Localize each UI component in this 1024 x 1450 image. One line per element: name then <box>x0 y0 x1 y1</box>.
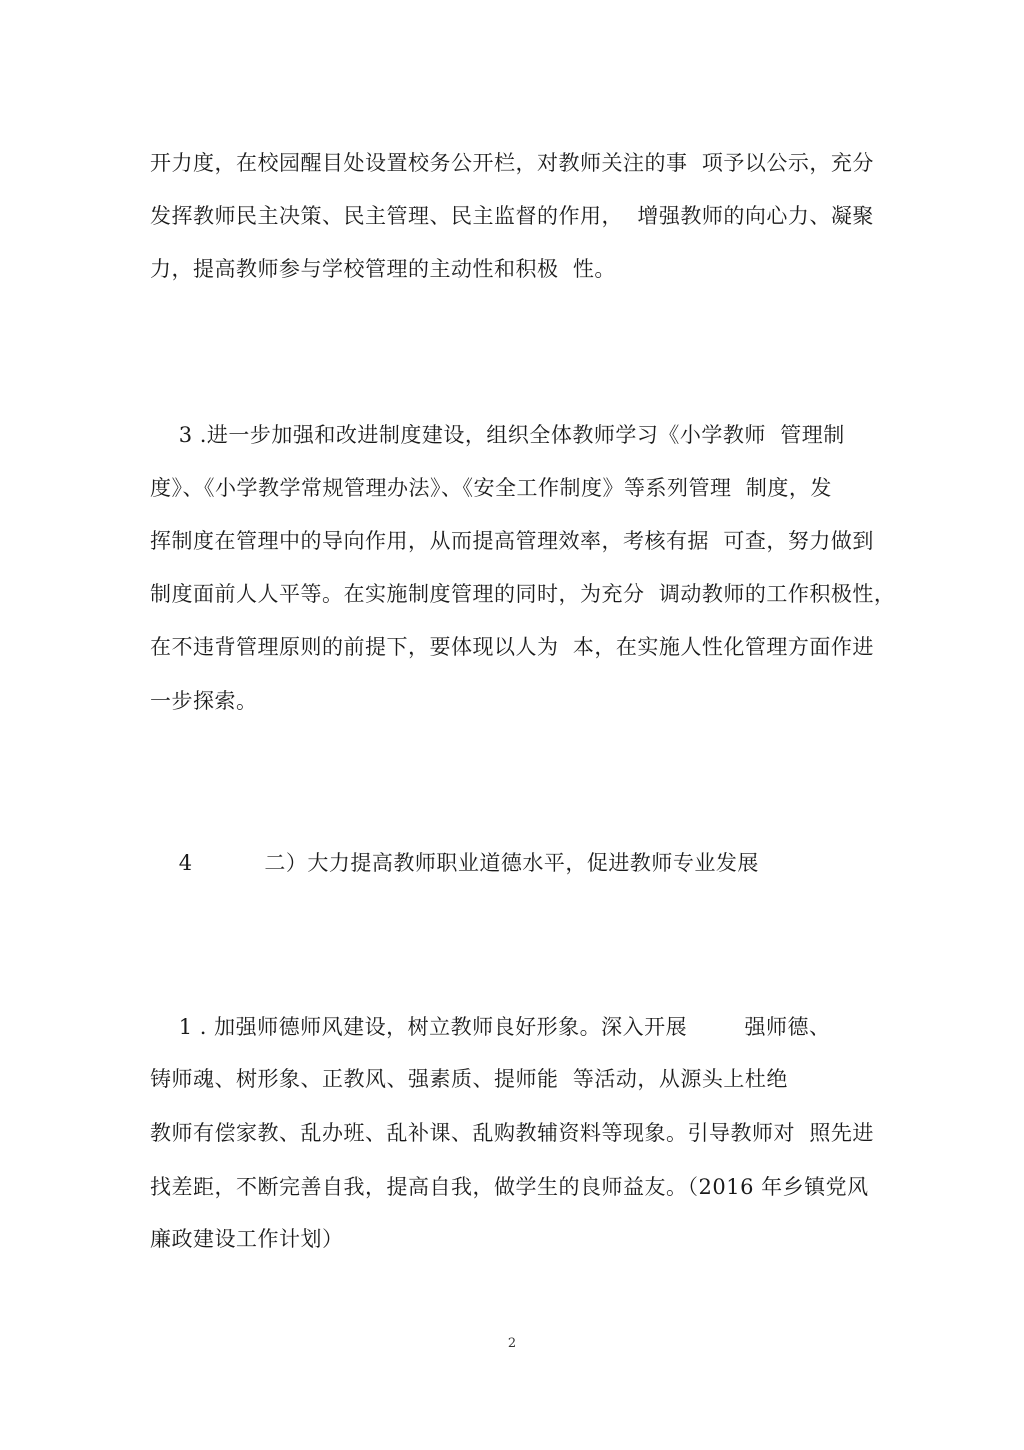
paragraph-4-line-3: 教师有偿家教、乱办班、乱补课、乱购教辅资料等现象。引导教师对 照先进 <box>150 1121 874 1145</box>
paragraph-2-line-2: 度》、《小学教学常规管理办法》、《安全工作制度》等系列管理 制度，发 <box>150 476 832 500</box>
paragraph-4-line-4: 找差距，不断完善自我，提高自我，做学生的良师益友。（2016 年乡镇党风 <box>150 1175 869 1199</box>
paragraph-4-line-2: 铸师魂、树形象、正教风、强素质、提师能 等活动，从源头上杜绝 <box>150 1067 788 1091</box>
paragraph-2-line-5: 在不违背管理原则的前提下，要体现以人为 本，在实施人性化管理方面作进 <box>150 635 874 659</box>
paragraph-4-line-5: 廉政建设工作计划） <box>150 1227 344 1251</box>
paragraph-1-line-1: 开力度，在校园醒目处设置校务公开栏，对教师关注的事 项予以公示，充分 <box>150 151 874 175</box>
paragraph-2-line-3: 挥制度在管理中的导向作用，从而提高管理效率，考核有据 可查，努力做到 <box>150 529 874 553</box>
paragraph-2-line-1: 3 .进一步加强和改进制度建设，组织全体教师学习《小学教师 管理制 <box>150 423 845 447</box>
paragraph-1-line-2: 发挥教师民主决策、民主管理、民主监督的作用， 增强教师的向心力、凝聚 <box>150 204 874 228</box>
paragraph-1-line-3: 力，提高教师参与学校管理的主动性和积极 性。 <box>150 257 616 281</box>
paragraph-4-line-1: 1 . 加强师德师风建设，树立教师良好形象。深入开展 强师德、 <box>150 1015 831 1039</box>
page-number: 2 <box>507 1336 517 1351</box>
section-heading: 4 二）大力提高教师职业道德水平，促进教师专业发展 <box>150 851 759 875</box>
paragraph-2-line-6: 一步探索。 <box>150 689 258 713</box>
paragraph-2-line-4: 制度面前人人平等。在实施制度管理的同时，为充分 调动教师的工作积极性， <box>150 582 896 606</box>
